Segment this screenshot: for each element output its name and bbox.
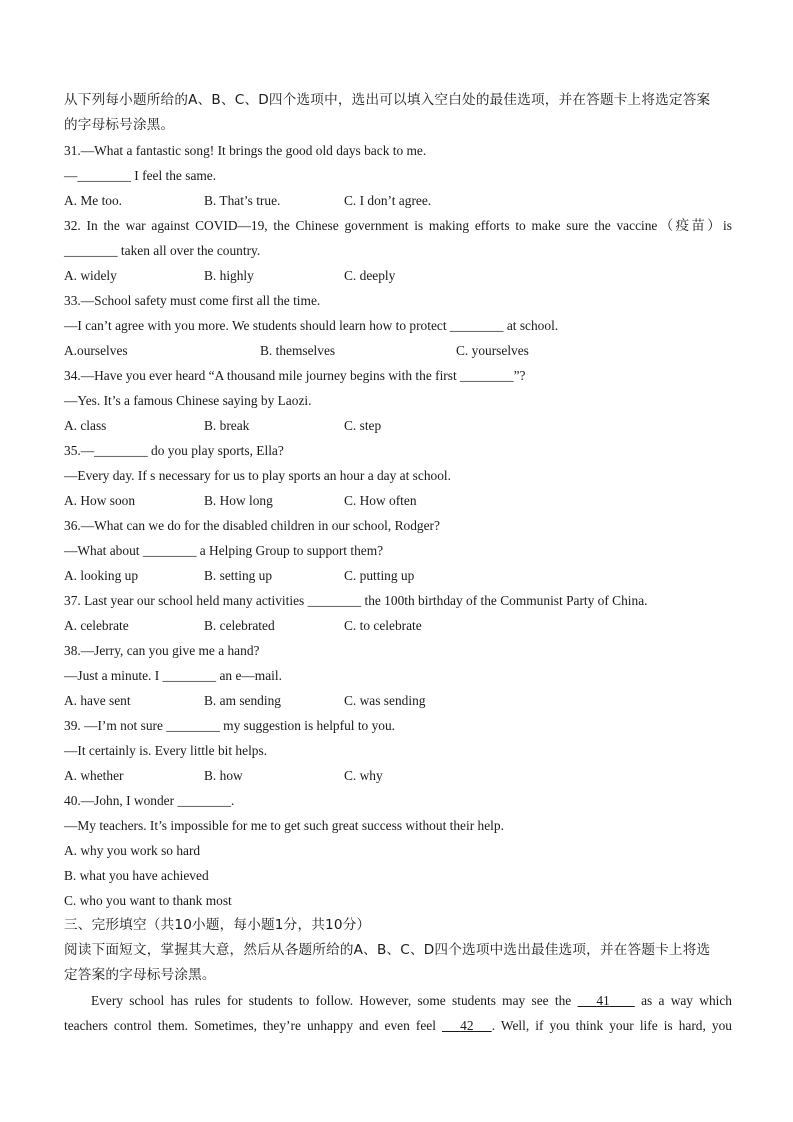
- option-c: C. why: [344, 768, 383, 783]
- question-38-stem: 38.—Jerry, can you give me a hand?: [64, 643, 260, 658]
- question-31-options: [64, 188, 732, 213]
- blank-42: [442, 1018, 492, 1033]
- option-c: C. I don’t agree.: [344, 193, 432, 208]
- option-a: A. looking up: [64, 568, 139, 583]
- option-c: C. putting up: [344, 568, 415, 583]
- option-a: A. whether: [64, 768, 124, 783]
- question-31-answer-line: —________ I feel the same.: [64, 168, 217, 183]
- section-3-instruction-1: 阅读下面短文，掌握其大意，然后从各题所给的A、B、C、D四个选项中选出最佳选项，并在答题卡上将选: [64, 942, 711, 958]
- passage-line-2: [64, 1013, 732, 1038]
- question-37-stem: 37. Last year our school held many activities ________ the 100th birthday of the Communist Party of China.: [64, 593, 648, 608]
- question-32-stem: 32. In the war against COVID—19, the Chinese government is making efforts to make sure the vaccine（疫苗）is: [64, 218, 732, 233]
- question-40-stem: 40.—John, I wonder ________.: [64, 793, 235, 808]
- passage-text: as a way which: [641, 993, 732, 1008]
- question-35-answer-line: —Every day. If s necessary for us to play sports an hour a day at school.: [64, 468, 451, 483]
- option-a: A. class: [64, 418, 107, 433]
- blank-number: 41: [596, 993, 610, 1008]
- question-38-answer-line: —Just a minute. I ________ an e—mail.: [64, 668, 282, 683]
- option-c: C. deeply: [344, 268, 396, 283]
- passage-text: teachers control them. Sometimes, they’re unhappy and even feel: [64, 1018, 436, 1033]
- passage-text: Every school has rules for students to follow. However, some students may see the: [91, 993, 572, 1008]
- question-33-stem: 33.—School safety must come first all the time.: [64, 293, 321, 308]
- option-b: B. break: [204, 418, 250, 433]
- option-b: B. setting up: [204, 568, 273, 583]
- option-c: C. yourselves: [456, 343, 529, 358]
- option-a: A. why you work so hard: [64, 843, 201, 858]
- instruction-line-1: 从下列每小题所给的A、B、C、D四个选项中，选出可以填入空白处的最佳选项，并在答题卡上将选定答案: [64, 92, 711, 108]
- option-a: A. widely: [64, 268, 117, 283]
- exam-page: [64, 88, 732, 1038]
- question-40-answer-line: —My teachers. It’s impossible for me to get such great success without their help.: [64, 818, 504, 833]
- option-a: A. have sent: [64, 693, 131, 708]
- question-36-options: [64, 563, 732, 588]
- question-38-options: [64, 688, 732, 713]
- option-a: A. How soon: [64, 493, 136, 508]
- question-36-answer-line: —What about ________ a Helping Group to support them?: [64, 543, 384, 558]
- question-33-options: [64, 338, 732, 363]
- question-39-stem: 39. —I’m not sure ________ my suggestion is helpful to you.: [64, 718, 396, 733]
- question-37-options: [64, 613, 732, 638]
- question-32-stem-cont: ________ taken all over the country.: [64, 243, 261, 258]
- question-31-stem: 31.—What a fantastic song! It brings the good old days back to me.: [64, 143, 427, 158]
- option-c: C. was sending: [344, 693, 426, 708]
- option-b: B. themselves: [260, 343, 336, 358]
- option-b: B. am sending: [204, 693, 281, 708]
- question-34-answer-line: —Yes. It’s a famous Chinese saying by Laozi.: [64, 393, 312, 408]
- blank-number: 42: [460, 1018, 474, 1033]
- passage-line-1: [64, 988, 732, 1013]
- blank-41: [578, 993, 635, 1008]
- option-b: B. highly: [204, 268, 254, 283]
- section-3-heading: 三、完形填空（共10小题，每小题1分，共10分）: [64, 917, 371, 933]
- option-a: A. Me too.: [64, 193, 123, 208]
- option-a: A.ourselves: [64, 343, 128, 358]
- question-34-stem: 34.—Have you ever heard “A thousand mile journey begins with the first ________”?: [64, 368, 526, 383]
- question-35-stem: 35.—________ do you play sports, Ella?: [64, 443, 284, 458]
- passage-text: . Well, if you think your life is hard, you: [491, 1018, 732, 1033]
- question-39-answer-line: —It certainly is. Every little bit helps.: [64, 743, 268, 758]
- option-c: C. step: [344, 418, 382, 433]
- option-b: B. How long: [204, 493, 273, 508]
- option-b: B. how: [204, 768, 243, 783]
- option-c: C. to celebrate: [344, 618, 422, 633]
- option-c: C. How often: [344, 493, 417, 508]
- question-39-options: [64, 763, 732, 788]
- question-35-options: [64, 488, 732, 513]
- option-a: A. celebrate: [64, 618, 129, 633]
- question-36-stem: 36.—What can we do for the disabled children in our school, Rodger?: [64, 518, 440, 533]
- option-c: C. who you want to thank most: [64, 893, 232, 908]
- option-b: B. That’s true.: [204, 193, 281, 208]
- section-3-instruction-2: 定答案的字母标号涂黑。: [64, 967, 216, 983]
- question-32-options: [64, 263, 732, 288]
- option-b: B. what you have achieved: [64, 868, 209, 883]
- option-b: B. celebrated: [204, 618, 275, 633]
- question-33-answer-line: —I can’t agree with you more. We students should learn how to protect ________ at school.: [64, 318, 559, 333]
- instruction-line-2: 的字母标号涂黑。: [64, 117, 175, 133]
- question-34-options: [64, 413, 732, 438]
